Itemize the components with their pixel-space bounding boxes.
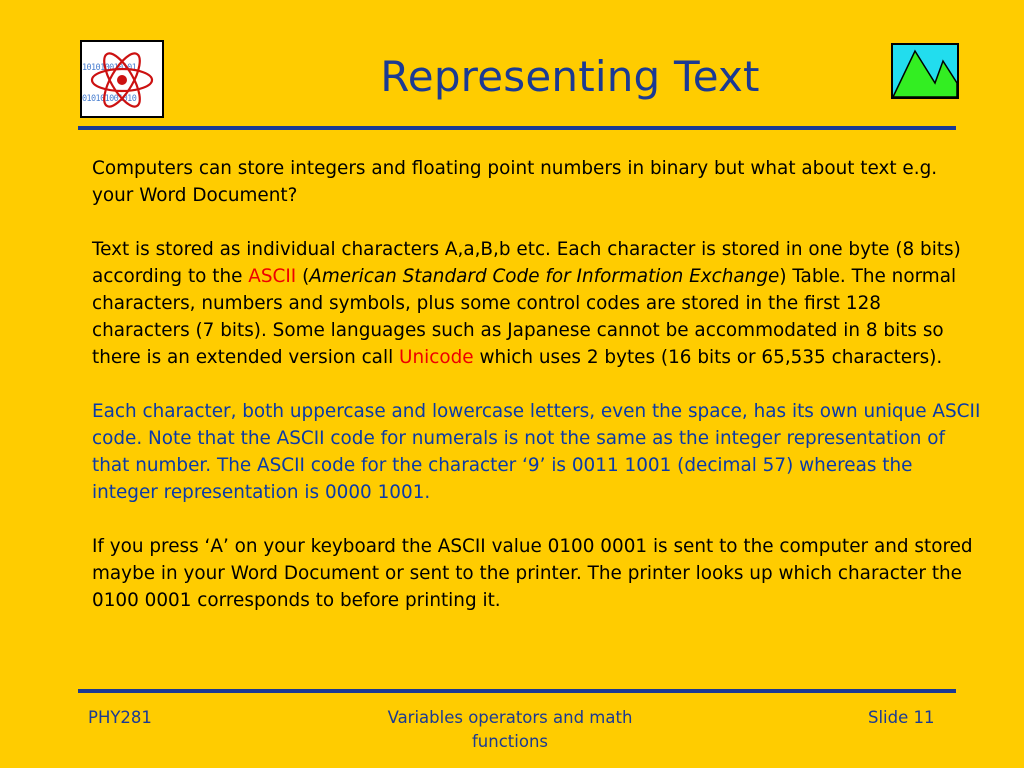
ascii-text-part: ) Table. The normal characters, numbers and symbols, plus some control codes are stored in the first 128 characters (7 bits). Some languages such as Japanese cannot be accommodated in 8 bits so there is an extended version call	[92, 266, 957, 368]
binary-row: 010101001010	[82, 94, 137, 105]
ascii-highlight: ASCII	[248, 266, 297, 287]
unicode-highlight: Unicode	[399, 347, 474, 368]
footer-topic-line: functions	[472, 732, 548, 751]
paragraph-unique-codes-text: Each character, both uppercase and lowercase letters, even the space, has its own unique ASCII code. Note that the ASCII code for numerals is not the same as the integer representation of that number. The ASCII code for the character ‘9’ is 0011 1001 (decimal 57) whereas the integer representation is 0000 1001.	[92, 401, 981, 503]
mountain-icon	[891, 43, 959, 99]
footer-slide-number: Slide 11	[868, 708, 935, 727]
slide-body	[92, 155, 982, 641]
paragraph-intro	[92, 155, 982, 209]
paragraph-keyboard-text: If you press ‘A’ on your keyboard the ASCII value 0100 0001 is sent to the computer and stored maybe in your Word Document or sent to the printer. The printer looks up which character the 0100 0001 corresponds to before printing it.	[92, 536, 973, 611]
paragraph-keyboard	[92, 533, 982, 614]
header-divider	[78, 126, 956, 130]
paragraph-unique-codes	[92, 398, 982, 506]
binary-row: 101010010101	[82, 62, 137, 73]
footer-divider	[78, 689, 956, 693]
footer-topic-line: Variables operators and math	[387, 708, 633, 727]
footer-topic	[345, 706, 675, 754]
ascii-text-part: (	[296, 266, 310, 287]
slide-title: Representing Text	[380, 52, 760, 101]
atom-logo	[80, 40, 164, 118]
paragraph-ascii	[92, 236, 982, 371]
paragraph-intro-text: Computers can store integers and floating point numbers in binary but what about text e.g. your Word Document?	[92, 158, 938, 206]
ascii-full-name: American Standard Code for Information Exchange	[309, 266, 780, 287]
footer-course: PHY281	[88, 708, 152, 727]
ascii-text-part: Text is stored as individual characters A,a,B,b etc. Each character is stored in one byte (8 bits) according to the	[92, 239, 961, 287]
atom-icon	[82, 42, 162, 116]
ascii-text-part: which uses 2 bytes (16 bits or 65,535 characters).	[473, 347, 943, 368]
